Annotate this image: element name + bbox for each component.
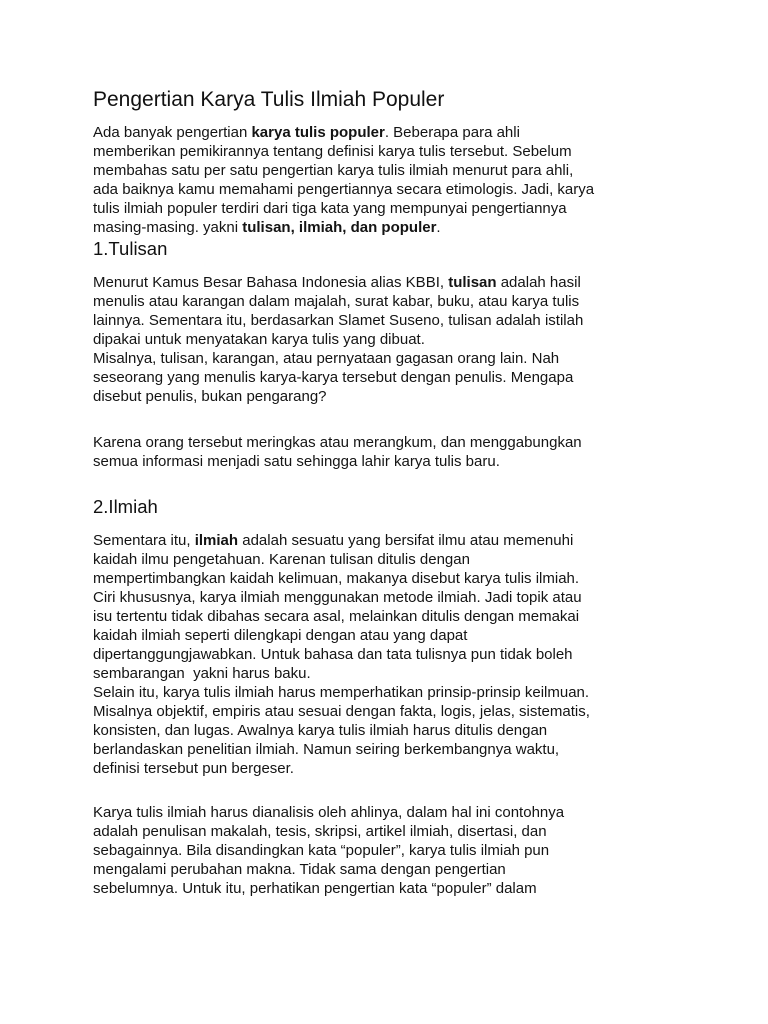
text-line: disebut penulis, bukan pengarang? [93, 388, 327, 405]
text-line: membahas satu per satu pengertian karya tulis ilmiah menurut para ahli, [93, 162, 574, 179]
text-line: sebelumnya. Untuk itu, perhatikan pengertian kata “populer” dalam [93, 880, 537, 897]
text-line: Selain itu, karya tulis ilmiah harus memperhatikan prinsip-prinsip keilmuan. [93, 684, 590, 701]
tulisan-paragraph-2 [93, 433, 683, 471]
text-line: berlandaskan penelitian ilmiah. Namun seiring berkembangnya waktu, [93, 741, 560, 758]
bold-term: karya tulis populer [251, 124, 385, 141]
text-line: tulis ilmiah populer terdiri dari tiga kata yang mempunyai pengertiannya [93, 200, 567, 217]
tulisan-paragraph-1 [93, 273, 683, 406]
text-run: adalah sesuatu yang bersifat ilmu atau memenuhi [238, 532, 574, 549]
text-line: adalah penulisan makalah, tesis, skripsi, artikel ilmiah, disertasi, dan [93, 823, 547, 840]
text-run: Ada banyak pengertian [93, 124, 252, 141]
text-line: mempertimbangkan kaidah kelimuan, makanya disebut karya tulis ilmiah. [93, 570, 580, 587]
text-line: kaidah ilmiah seperti dilengkapi dengan atau yang dapat [93, 627, 468, 644]
intro-paragraph [93, 123, 683, 237]
bold-term: tulisan, ilmiah, dan populer [242, 219, 437, 236]
text-line: Karena orang tersebut meringkas atau merangkum, dan menggabungkan [93, 434, 582, 451]
text-line: ada baiknya kamu memahami pengertiannya secara etimologis. Jadi, karya [93, 181, 595, 198]
text-run: . [436, 219, 441, 236]
text-line: mengalami perubahan makna. Tidak sama dengan pengertian [93, 861, 506, 878]
text-line: kaidah ilmu pengetahuan. Karenan tulisan ditulis dengan [93, 551, 470, 568]
text-line: menulis atau karangan dalam majalah, surat kabar, buku, atau karya tulis [93, 293, 580, 310]
text-run: Menurut Kamus Besar Bahasa Indonesia alias KBBI, [93, 274, 449, 291]
text-line: Ciri khususnya, karya ilmiah menggunakan metode ilmiah. Jadi topik atau [93, 589, 582, 606]
text-line: sebagainnya. Bila disandingkan kata “populer”, karya tulis ilmiah pun [93, 842, 550, 859]
text-line: memberikan pemikirannya tentang definisi karya tulis tersebut. Sebelum [93, 143, 572, 160]
section-heading-tulisan: 1.Tulisan [93, 238, 168, 259]
text-line: konsisten, dan lugas. Awalnya karya tulis ilmiah harus ditulis dengan [93, 722, 548, 739]
text-line: dipakai untuk menyatakan karya tulis yang dibuat. [93, 331, 425, 348]
text-line [93, 123, 683, 142]
section-heading-ilmiah: 2.Ilmiah [93, 496, 158, 517]
text-line: seseorang yang menulis karya-karya tersebut dengan penulis. Mengapa [93, 369, 574, 386]
text-run: Sementara itu, [93, 532, 195, 549]
text-run: adalah hasil [496, 274, 581, 291]
ilmiah-paragraph-2 [93, 803, 683, 898]
page-title: Pengertian Karya Tulis Ilmiah Populer [93, 88, 445, 111]
text-line: Karya tulis ilmiah harus dianalisis oleh ahlinya, dalam hal ini contohnya [93, 804, 565, 821]
text-run: masing-masing. yakni [93, 219, 243, 236]
text-line: definisi tersebut pun bergeser. [93, 760, 294, 777]
bold-term: ilmiah [194, 532, 239, 549]
text-line [93, 218, 683, 237]
text-line: Misalnya, tulisan, karangan, atau pernyataan gagasan orang lain. Nah [93, 350, 560, 367]
text-line: lainnya. Sementara itu, berdasarkan Slamet Suseno, tulisan adalah istilah [93, 312, 584, 329]
text-line [93, 531, 683, 550]
text-line: dipertanggungjawabkan. Untuk bahasa dan tata tulisnya pun tidak boleh [93, 646, 573, 663]
bold-term: tulisan [448, 274, 497, 291]
document-page [93, 87, 683, 898]
text-run: . Beberapa para ahli [384, 124, 520, 141]
text-line: sembarangan yakni harus baku. [93, 665, 311, 682]
text-line: Misalnya objektif, empiris atau sesuai dengan fakta, logis, jelas, sistematis, [93, 703, 590, 720]
text-line: semua informasi menjadi satu sehingga lahir karya tulis baru. [93, 453, 500, 470]
ilmiah-paragraph-1 [93, 531, 683, 778]
text-line [93, 273, 683, 292]
text-line: isu tertentu tidak dibahas secara asal, melainkan ditulis dengan memakai [93, 608, 580, 625]
